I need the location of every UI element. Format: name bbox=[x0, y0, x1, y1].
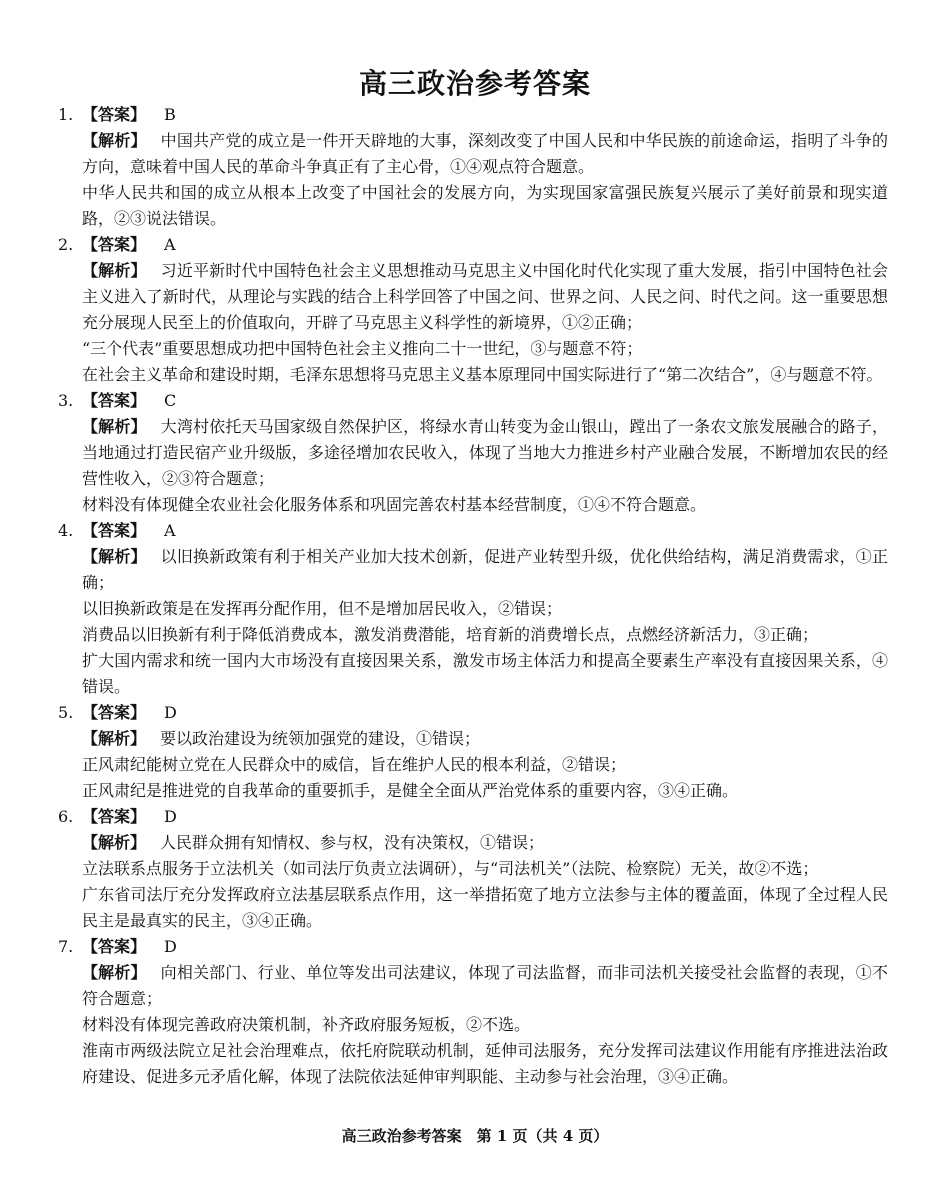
analysis-tag: 【解析】 bbox=[82, 261, 147, 280]
analysis-paragraph bbox=[82, 128, 888, 180]
analysis-text: 人民群众拥有知情权、参与权，没有决策权，①错误； bbox=[160, 833, 545, 852]
question-2 bbox=[58, 232, 888, 388]
analysis-text: 要以政治建设为统领加强党的建设，①错误； bbox=[160, 729, 481, 748]
answer-line bbox=[58, 232, 888, 258]
analysis-paragraph: 立法联系点服务于立法机关（如司法厅负责立法调研），与“司法机关”（法院、检察院）无关，故②不选； bbox=[82, 859, 819, 878]
analysis-paragraph: 正风肃纪能树立党在人民群众中的威信，旨在维护人民的根本利益，②错误； bbox=[82, 755, 627, 774]
analysis-paragraph bbox=[82, 960, 888, 1012]
analysis-paragraph: 在社会主义革命和建设时期，毛泽东思想将马克思主义基本原理同中国实际进行了“第二次结合”，④与题意不符。 bbox=[82, 365, 883, 384]
analysis-paragraph: 扩大国内需求和统一国内大市场没有直接因果关系，激发市场主体活力和提高全要素生产率没有直接因果关系，④错误。 bbox=[82, 651, 888, 696]
answer-tag: 【答案】 bbox=[82, 703, 147, 722]
answer-value: D bbox=[164, 937, 177, 956]
question-number: 2. bbox=[58, 235, 74, 254]
question-1 bbox=[58, 102, 888, 232]
page-footer: 高三政治参考答案 第 1 页（共 4 页） bbox=[341, 1127, 609, 1145]
analysis-paragraph: 正风肃纪是推进党的自我革命的重要抓手，是健全全面从严治党体系的重要内容，③④正确。 bbox=[82, 781, 739, 800]
question-4 bbox=[58, 518, 888, 700]
analysis-tag: 【解析】 bbox=[82, 963, 147, 982]
question-number: 5. bbox=[58, 703, 74, 722]
analysis-tag: 【解析】 bbox=[82, 833, 147, 852]
page-title: 高三政治参考答案 bbox=[358, 67, 591, 100]
answer-tag: 【答案】 bbox=[82, 807, 147, 826]
analysis-paragraph bbox=[82, 830, 888, 856]
answer-list bbox=[58, 102, 888, 1090]
analysis-tag: 【解析】 bbox=[82, 417, 147, 436]
analysis-paragraph bbox=[82, 726, 888, 752]
question-6 bbox=[58, 804, 888, 934]
analysis-paragraph: “三个代表”重要思想成功把中国特色社会主义推向二十一世纪，③与题意不符； bbox=[82, 339, 643, 358]
analysis-tag: 【解析】 bbox=[82, 729, 147, 748]
analysis-text: 向相关部门、行业、单位等发出司法建议，体现了司法监督，而非司法机关接受社会监督的表现，①不符合题意； bbox=[82, 963, 888, 1008]
answer-tag: 【答案】 bbox=[82, 521, 147, 540]
analysis-tag: 【解析】 bbox=[82, 131, 147, 150]
analysis-paragraph: 材料没有体现完善政府决策机制，补齐政府服务短板，②不选。 bbox=[82, 1015, 531, 1034]
analysis-paragraph bbox=[82, 544, 888, 596]
question-number: 6. bbox=[58, 807, 74, 826]
analysis-paragraph bbox=[82, 258, 888, 336]
analysis-paragraph: 以旧换新政策是在发挥再分配作用，但不是增加居民收入，②错误； bbox=[82, 599, 563, 618]
question-number: 4. bbox=[58, 521, 74, 540]
answer-line bbox=[58, 934, 888, 960]
analysis-paragraph: 广东省司法厅充分发挥政府立法基层联系点作用，这一举措拓宽了地方立法参与主体的覆盖面，体现了全过程人民民主是最真实的民主，③④正确。 bbox=[82, 885, 888, 930]
answer-value: B bbox=[164, 105, 176, 124]
analysis-text: 习近平新时代中国特色社会主义思想推动马克思主义中国化时代化实现了重大发展，指引中国特色社会主义进入了新时代，从理论与实践的结合上科学回答了中国之问、世界之问、人民之问、时代之问。这一重要思想充分展现人民至上的价值取向，开辟了马克思主义科学性的新境界，①②正确； bbox=[82, 261, 888, 332]
answer-tag: 【答案】 bbox=[82, 391, 147, 410]
analysis-paragraph: 消费品以旧换新有利于降低消费成本，激发消费潜能，培育新的消费增长点，点燃经济新活力，③正确； bbox=[82, 625, 819, 644]
answer-value: A bbox=[164, 235, 176, 254]
analysis-text: 大湾村依托天马国家级自然保护区，将绿水青山转变为金山银山，蹚出了一条农文旅发展融合的路子，当地通过打造民宿产业升级版，多途径增加农民收入，体现了当地大力推进乡村产业融合发展，不断增加农民的经营性收入，②③符合题意； bbox=[82, 417, 888, 488]
question-5 bbox=[58, 700, 888, 804]
answer-value: D bbox=[164, 703, 177, 722]
answer-line bbox=[58, 518, 888, 544]
answer-line bbox=[58, 700, 888, 726]
answer-value: A bbox=[164, 521, 176, 540]
question-number: 1. bbox=[58, 105, 74, 124]
analysis-paragraph: 淮南市两级法院立足社会治理难点，依托府院联动机制，延伸司法服务，充分发挥司法建议作用能有序推进法治政府建设、促进多元矛盾化解，体现了法院依法延伸审判职能、主动参与社会治理，③④正确。 bbox=[82, 1041, 888, 1086]
answer-line bbox=[58, 804, 888, 830]
analysis-paragraph: 中华人民共和国的成立从根本上改变了中国社会的发展方向，为实现国家富强民族复兴展示了美好前景和现实道路，②③说法错误。 bbox=[82, 183, 888, 228]
question-7 bbox=[58, 934, 888, 1090]
question-number: 3. bbox=[58, 391, 74, 410]
analysis-paragraph bbox=[82, 414, 888, 492]
answer-tag: 【答案】 bbox=[82, 235, 147, 254]
answer-tag: 【答案】 bbox=[82, 105, 147, 124]
analysis-paragraph: 材料没有体现健全农业社会化服务体系和巩固完善农村基本经营制度，①④不符合题意。 bbox=[82, 495, 707, 514]
question-3 bbox=[58, 388, 888, 518]
answer-value: D bbox=[164, 807, 177, 826]
analysis-text: 以旧换新政策有利于相关产业加大技术创新，促进产业转型升级，优化供给结构，满足消费需求，①正确； bbox=[82, 547, 888, 592]
analysis-tag: 【解析】 bbox=[82, 547, 147, 566]
answer-tag: 【答案】 bbox=[82, 937, 147, 956]
answer-value: C bbox=[164, 391, 177, 410]
answer-line bbox=[58, 388, 888, 414]
question-number: 7. bbox=[58, 937, 74, 956]
analysis-text: 中国共产党的成立是一件开天辟地的大事，深刻改变了中国人民和中华民族的前途命运，指明了斗争的方向，意味着中国人民的革命斗争真正有了主心骨，①④观点符合题意。 bbox=[82, 131, 888, 176]
answer-line bbox=[58, 102, 888, 128]
